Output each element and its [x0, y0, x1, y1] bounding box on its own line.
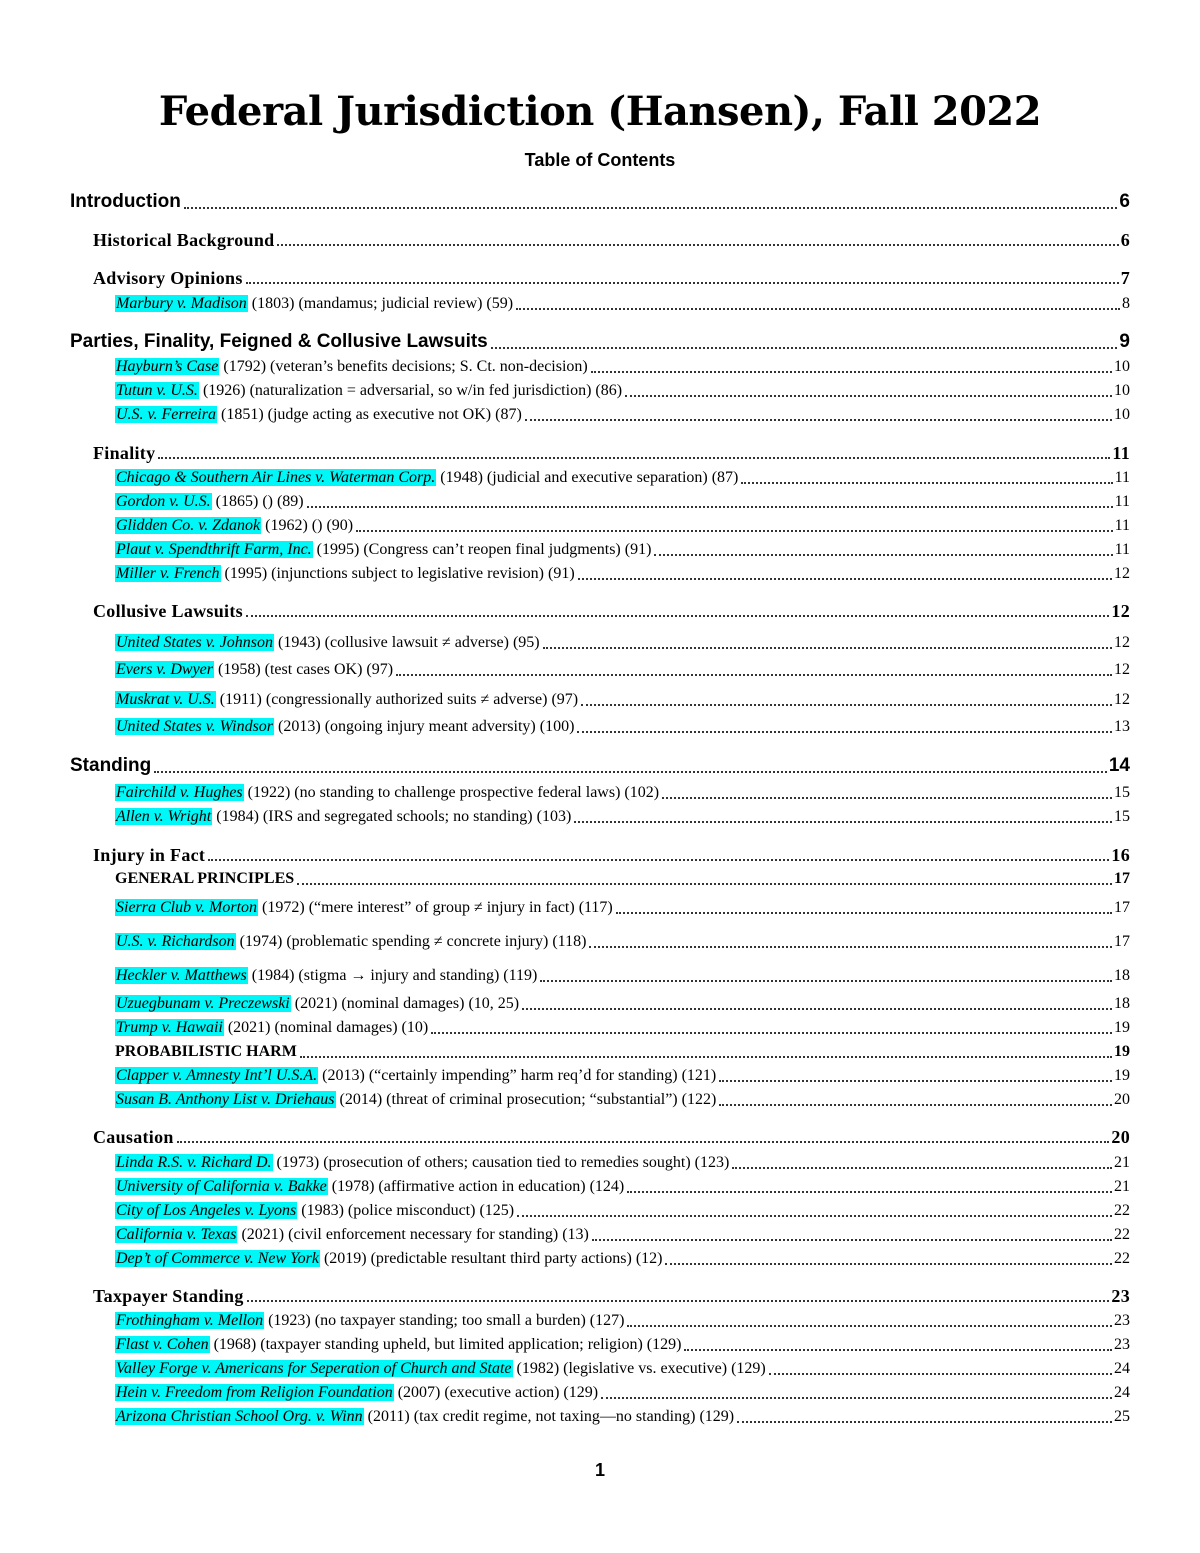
dot-leader: [356, 530, 1112, 532]
case-name: Linda R.S. v. Richard D.: [116, 1154, 272, 1171]
entry-label: Parties, Finality, Feigned & Collusive Lawsuits: [70, 331, 488, 352]
case-name: Muskrat v. U.S.: [116, 691, 215, 708]
entry-page-number: 12: [1114, 661, 1130, 678]
entry-label: Standing: [70, 755, 152, 776]
case-description: (2021) (nominal damages) (10): [223, 1019, 429, 1036]
dot-leader: [297, 883, 1112, 885]
dot-leader: [574, 821, 1112, 823]
entry-page-number: 11: [1114, 469, 1130, 486]
case-description: (1851) (judge acting as executive not OK) (87): [216, 406, 522, 423]
entry-page-number: 22: [1114, 1226, 1130, 1243]
entry-page-number: 10: [1114, 358, 1130, 375]
entry-page-number: 23: [1114, 1336, 1130, 1353]
case-description: (2007) (executive action) (129): [393, 1384, 599, 1401]
entry-page-number: 12: [1114, 691, 1130, 708]
toc-section-entry[interactable]: [70, 754, 1130, 778]
dot-leader: [627, 1325, 1112, 1327]
dot-leader: [208, 859, 1109, 861]
toc-case-entry[interactable]: [115, 931, 1130, 953]
dot-leader: [662, 797, 1112, 799]
dot-leader: [591, 371, 1112, 373]
toc-subsection-entry[interactable]: [93, 1126, 1130, 1148]
case-name: U.S. v. Ferreira: [116, 406, 216, 423]
dot-leader: [307, 506, 1113, 508]
entry-page-number: 10: [1114, 382, 1130, 399]
case-name: Susan B. Anthony List v. Driehaus: [116, 1091, 335, 1108]
toc-entry-text: [93, 844, 205, 866]
entry-page-number: 23: [1111, 1286, 1130, 1306]
toc-entry-text: [115, 1224, 589, 1246]
toc-subsection-entry[interactable]: [93, 267, 1130, 289]
case-name: Evers v. Dwyer: [116, 661, 213, 678]
toc-entry-text: [115, 1176, 624, 1198]
dot-leader: [578, 578, 1112, 580]
dot-leader: [665, 1263, 1112, 1265]
dot-leader: [719, 1104, 1112, 1106]
entry-page-number: 24: [1114, 1384, 1130, 1401]
entry-label: Injury in Fact: [93, 845, 206, 865]
case-name: Arizona Christian School Org. v. Winn: [116, 1408, 363, 1425]
case-description: (1968) (taxpayer standing upheld, but limited application; religion) (129): [209, 1336, 682, 1353]
case-description: (2013) (“certainly impending” harm req’d for standing) (121): [318, 1067, 717, 1084]
case-name: Frothingham v. Mellon: [116, 1312, 264, 1329]
dot-leader: [616, 912, 1112, 914]
toc-case-entry[interactable]: [115, 1041, 1130, 1063]
dot-leader: [154, 771, 1107, 773]
toc-entry-text: [115, 1248, 662, 1270]
toc-entry-text: [115, 806, 571, 828]
case-description: (1962) () (90): [261, 517, 354, 534]
toc-entry-text: [70, 190, 181, 214]
toc-entry-text: [115, 380, 622, 402]
case-description: (1984) (stigma → injury and standing) (119): [247, 967, 538, 984]
page-number: 1: [594, 1460, 605, 1480]
case-name: Allen v. Wright: [116, 808, 212, 825]
toc-entry-text: [115, 563, 575, 585]
entry-page-number: 6: [1120, 230, 1130, 250]
dot-leader: [581, 704, 1112, 706]
toc-case-entry[interactable]: [115, 380, 1130, 402]
case-description: (2021) (nominal damages) (10, 25): [290, 995, 520, 1012]
entry-page-number: 12: [1114, 565, 1130, 582]
entry-page-number: 17: [1114, 933, 1130, 950]
toc-entry-text: [115, 965, 537, 987]
case-description: (1922) (no standing to challenge prospective federal laws) (102): [243, 784, 660, 801]
toc-case-entry[interactable]: [115, 539, 1130, 561]
entry-page-number: 15: [1114, 808, 1130, 825]
dot-leader: [246, 282, 1119, 284]
entry-page-number: 22: [1114, 1250, 1130, 1267]
toc-entry-text: [93, 267, 243, 289]
toc-case-entry[interactable]: [115, 1248, 1130, 1270]
dot-leader: [589, 946, 1112, 948]
toc-entry-text: [115, 293, 513, 315]
toc-case-entry[interactable]: [115, 993, 1130, 1015]
toc-entry-text: [93, 442, 155, 464]
case-name: Chicago & Southern Air Lines v. Waterman Corp.: [116, 469, 436, 486]
dot-leader: [741, 482, 1112, 484]
toc-case-entry[interactable]: [115, 659, 1130, 681]
case-name: Plaut v. Spendthrift Farm, Inc.: [116, 541, 312, 558]
entry-page-number: 21: [1114, 1178, 1130, 1195]
toc-subsection-entry[interactable]: [93, 600, 1130, 622]
entry-page-number: 11: [1114, 541, 1130, 558]
entry-page-number: 20: [1111, 1127, 1130, 1147]
toc-entry-text: [115, 515, 353, 537]
case-description: (1943) (collusive lawsuit ≠ adverse) (95): [274, 634, 540, 651]
toc-entry-text: [115, 1382, 598, 1404]
toc-case-entry[interactable]: [115, 965, 1130, 987]
toc-case-entry[interactable]: [115, 897, 1130, 919]
case-description: (1792) (veteran’s benefits decisions; S. Ct. non-decision): [219, 358, 588, 375]
toc-case-entry[interactable]: [115, 716, 1130, 738]
entry-page-number: 13: [1114, 718, 1130, 735]
case-description: (1995) (Congress can’t reopen final judgments) (91): [312, 541, 652, 558]
entry-label: Causation: [93, 1127, 174, 1147]
toc-section-entry[interactable]: [70, 190, 1130, 214]
entry-page-number: 8: [1122, 295, 1130, 312]
case-description: (2019) (predictable resultant third party actions) (12): [319, 1250, 663, 1267]
dot-leader: [516, 308, 1120, 310]
toc-entry-text: [115, 467, 738, 489]
case-description: (1972) (“mere interest” of group ≠ injury in fact) (117): [258, 899, 613, 916]
toc-entry-text: [115, 868, 294, 890]
entry-page-number: 17: [1114, 899, 1130, 916]
entry-label: Collusive Lawsuits: [93, 601, 243, 621]
toc-case-entry[interactable]: [115, 404, 1130, 426]
case-name: Clapper v. Amnesty Int’l U.S.A.: [116, 1067, 318, 1084]
toc-case-entry[interactable]: [115, 1358, 1130, 1380]
toc-case-entry[interactable]: [115, 1224, 1130, 1246]
toc-entry-text: [115, 632, 540, 654]
entry-label: Finality: [93, 443, 156, 463]
case-name: Miller v. French: [116, 565, 220, 582]
entry-page-number: 11: [1114, 493, 1130, 510]
toc-entry-text: [115, 404, 522, 426]
case-name: Marbury v. Madison: [116, 295, 247, 312]
case-name: Fairchild v. Hughes: [116, 784, 243, 801]
page-title: Federal Jurisdiction (Hansen), Fall 2022: [158, 88, 1042, 135]
entry-label: Historical Background: [93, 230, 275, 250]
case-name: Sierra Club v. Morton: [116, 899, 258, 916]
toc-subsection-entry[interactable]: [93, 442, 1130, 464]
case-description: (1958) (test cases OK) (97): [214, 661, 394, 678]
dot-leader: [719, 1080, 1112, 1082]
entry-page-number: 19: [1114, 1043, 1130, 1060]
toc-case-entry[interactable]: [115, 1065, 1130, 1087]
toc-entry-text: [70, 330, 488, 354]
toc-case-entry[interactable]: [115, 467, 1130, 489]
case-description: (1982) (legislative vs. executive) (129): [512, 1360, 766, 1377]
entry-label: PROBABILISTIC HARM: [115, 1043, 297, 1060]
case-name: California v. Texas: [116, 1226, 237, 1243]
toc-entry-text: [115, 1310, 624, 1332]
case-name: University of California v. Bakke: [116, 1178, 327, 1195]
case-name: Hein v. Freedom from Religion Foundation: [116, 1384, 393, 1401]
entry-page-number: 11: [1114, 517, 1130, 534]
dot-leader: [517, 1215, 1112, 1217]
toc-entry-text: [115, 1065, 716, 1087]
dot-leader: [247, 1300, 1110, 1302]
entry-page-number: 15: [1114, 784, 1130, 801]
entry-page-number: 9: [1119, 331, 1130, 352]
entry-page-number: 20: [1114, 1091, 1130, 1108]
case-name: City of Los Angeles v. Lyons: [116, 1202, 297, 1219]
case-description: (1983) (police misconduct) (125): [297, 1202, 515, 1219]
toc-case-entry[interactable]: [115, 356, 1130, 378]
toc-case-entry[interactable]: [115, 1310, 1130, 1332]
toc-entry-text: [115, 1041, 297, 1063]
dot-leader: [522, 1008, 1112, 1010]
dot-leader: [158, 457, 1110, 459]
toc-case-entry[interactable]: [115, 515, 1130, 537]
toc-case-entry[interactable]: [115, 1334, 1130, 1356]
toc-entry-text: [115, 1152, 729, 1174]
toc-entry-text: [93, 600, 243, 622]
toc-entry-text: [115, 1358, 766, 1380]
dot-leader: [396, 674, 1112, 676]
toc-entry-text: [115, 689, 578, 711]
dot-leader: [277, 244, 1118, 246]
case-description: (1923) (no taxpayer standing; too small a burden) (127): [264, 1312, 625, 1329]
dot-leader: [543, 647, 1112, 649]
case-description: (1995) (injunctions subject to legislative revision) (91): [220, 565, 575, 582]
toc-case-entry[interactable]: [115, 1152, 1130, 1174]
entry-label: Taxpayer Standing: [93, 1286, 244, 1306]
entry-page-number: 12: [1114, 634, 1130, 651]
case-name: United States v. Windsor: [116, 718, 274, 735]
entry-page-number: 6: [1119, 191, 1130, 212]
case-description: (2021) (civil enforcement necessary for standing) (13): [237, 1226, 589, 1243]
entry-page-number: 18: [1114, 995, 1130, 1012]
dot-leader: [625, 395, 1112, 397]
case-name: Glidden Co. v. Zdanok: [116, 517, 261, 534]
toc-entry-text: [115, 931, 586, 953]
entry-page-number: 19: [1114, 1067, 1130, 1084]
toc-entry-text: [115, 1406, 734, 1428]
toc-entry-text: [70, 754, 151, 778]
case-description: (1911) (congressionally authorized suits ≠ adverse) (97): [215, 691, 579, 708]
toc-case-entry[interactable]: [115, 1406, 1130, 1428]
dot-leader: [601, 1397, 1112, 1399]
toc-case-entry[interactable]: [115, 632, 1130, 654]
toc-case-entry[interactable]: [115, 491, 1130, 513]
dot-leader: [525, 419, 1112, 421]
case-name: Heckler v. Matthews: [116, 967, 247, 984]
toc-case-entry[interactable]: [115, 1200, 1130, 1222]
entry-page-number: 23: [1114, 1312, 1130, 1329]
dot-leader: [491, 347, 1118, 349]
entry-page-number: 16: [1111, 845, 1130, 865]
case-description: (1974) (problematic spending ≠ concrete injury) (118): [235, 933, 587, 950]
toc-case-entry[interactable]: [115, 1382, 1130, 1404]
case-description: (1984) (IRS and segregated schools; no standing) (103): [212, 808, 572, 825]
dot-leader: [577, 731, 1112, 733]
toc-entry-text: [115, 1017, 428, 1039]
entry-page-number: 19: [1114, 1019, 1130, 1036]
toc-subsection-entry[interactable]: [93, 229, 1130, 251]
dot-leader: [540, 980, 1112, 982]
toc-entry-text: [93, 1126, 174, 1148]
case-description: (1978) (affirmative action in education) (124): [327, 1178, 625, 1195]
case-name: Tutun v. U.S.: [116, 382, 198, 399]
case-description: (2014) (threat of criminal prosecution; “substantial”) (122): [335, 1091, 717, 1108]
entry-label: Advisory Opinions: [93, 268, 243, 288]
toc-case-entry[interactable]: [115, 689, 1130, 711]
toc-case-entry[interactable]: [115, 806, 1130, 828]
entry-page-number: 21: [1114, 1154, 1130, 1171]
case-description: (1803) (mandamus; judicial review) (59): [247, 295, 514, 312]
case-description: (2011) (tax credit regime, not taxing—no standing) (129): [363, 1408, 735, 1425]
dot-leader: [627, 1191, 1112, 1193]
toc-case-entry[interactable]: [115, 868, 1130, 890]
case-name: Valley Forge v. Americans for Seperation of Church and State: [116, 1360, 512, 1377]
dot-leader: [300, 1056, 1112, 1058]
entry-page-number: 7: [1120, 268, 1130, 288]
toc-case-entry[interactable]: [115, 1176, 1130, 1198]
entry-label: GENERAL PRINCIPLES: [115, 870, 295, 887]
dot-leader: [246, 615, 1109, 617]
case-description: (1865) () (89): [211, 493, 304, 510]
toc-entry-text: [115, 993, 519, 1015]
toc-case-entry[interactable]: [115, 1089, 1130, 1111]
entry-label: Introduction: [70, 191, 181, 212]
dot-leader: [732, 1167, 1112, 1169]
toc-entry-text: [93, 229, 274, 251]
toc-heading: Table of Contents: [524, 150, 676, 170]
case-name: United States v. Johnson: [116, 634, 274, 651]
case-description: (1948) (judicial and executive separation) (87): [436, 469, 739, 486]
toc-entry-text: [115, 1089, 716, 1111]
case-name: Trump v. Hawaii: [116, 1019, 223, 1036]
entry-page-number: 12: [1111, 601, 1130, 621]
entry-page-number: 17: [1114, 870, 1130, 887]
entry-page-number: 22: [1114, 1202, 1130, 1219]
toc-case-entry[interactable]: [115, 782, 1130, 804]
toc-entry-text: [115, 659, 393, 681]
toc-entry-text: [115, 1200, 514, 1222]
entry-page-number: 14: [1108, 755, 1130, 776]
entry-page-number: 25: [1114, 1408, 1130, 1425]
toc-entry-text: [93, 1285, 244, 1307]
case-description: (1926) (naturalization = adversarial, so w/in fed jurisdiction) (86): [198, 382, 623, 399]
toc-entry-text: [115, 782, 659, 804]
dot-leader: [737, 1421, 1112, 1423]
toc-case-entry[interactable]: [115, 1017, 1130, 1039]
case-name: Hayburn’s Case: [116, 358, 219, 375]
case-description: (1973) (prosecution of others; causation tied to remedies sought) (123): [272, 1154, 730, 1171]
entry-page-number: 24: [1114, 1360, 1130, 1377]
toc-entry-text: [115, 539, 651, 561]
toc-entry-text: [115, 491, 304, 513]
entry-page-number: 18: [1114, 967, 1130, 984]
toc-subsection-entry[interactable]: [93, 1285, 1130, 1307]
dot-leader: [184, 207, 1118, 209]
toc-entry-text: [115, 356, 588, 378]
toc-entry-text: [115, 1334, 681, 1356]
toc-subsection-entry[interactable]: [93, 844, 1130, 866]
dot-leader: [654, 554, 1112, 556]
dot-leader: [592, 1239, 1112, 1241]
toc-entry-text: [115, 897, 613, 919]
entry-page-number: 11: [1112, 443, 1130, 463]
toc-case-entry[interactable]: [115, 563, 1130, 585]
case-name: Gordon v. U.S.: [116, 493, 211, 510]
case-name: Uzuegbunam v. Preczewski: [116, 995, 290, 1012]
case-name: Dep’t of Commerce v. New York: [116, 1250, 319, 1267]
toc-entry-text: [115, 716, 574, 738]
case-name: U.S. v. Richardson: [116, 933, 235, 950]
toc-section-entry[interactable]: [70, 330, 1130, 354]
entry-page-number: 10: [1114, 406, 1130, 423]
dot-leader: [177, 1141, 1110, 1143]
case-name: Flast v. Cohen: [116, 1336, 209, 1353]
dot-leader: [769, 1373, 1112, 1375]
dot-leader: [431, 1032, 1112, 1034]
dot-leader: [684, 1349, 1112, 1351]
case-description: (2013) (ongoing injury meant adversity) (100): [274, 718, 575, 735]
toc-case-entry[interactable]: [115, 293, 1130, 315]
